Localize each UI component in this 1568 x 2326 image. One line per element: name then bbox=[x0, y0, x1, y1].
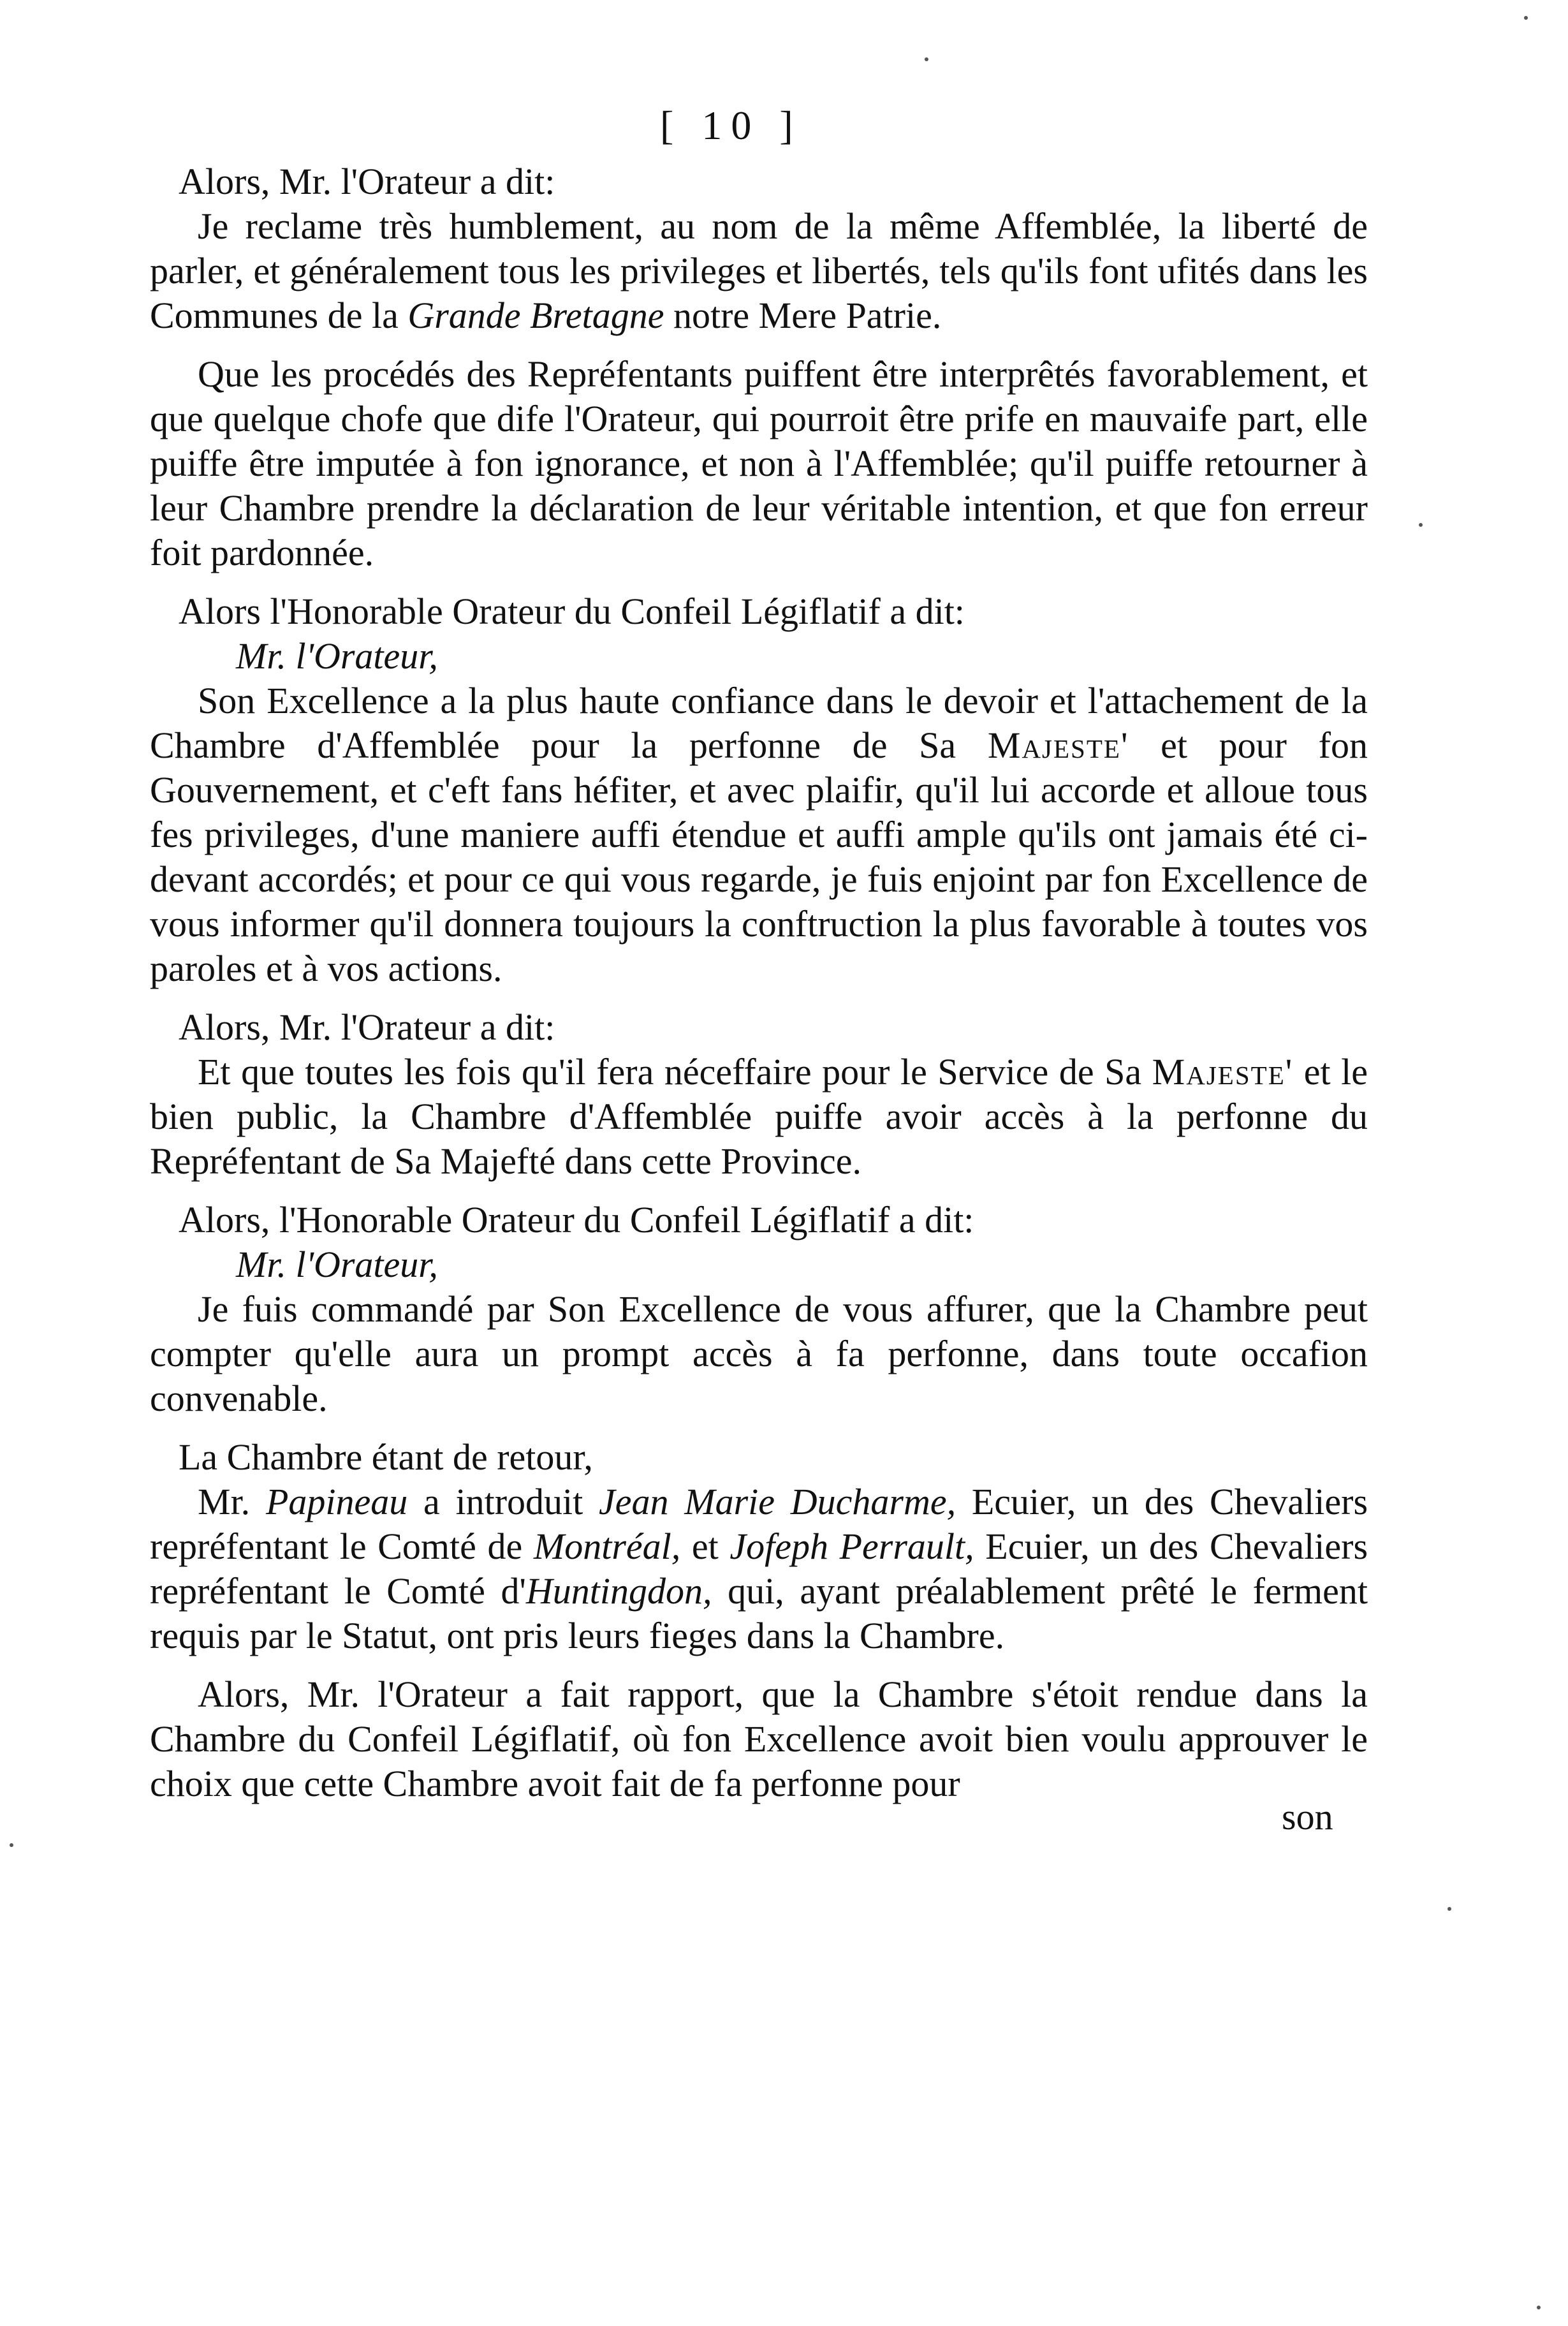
salutation-2: Mr. l'Orateur, bbox=[236, 1244, 438, 1285]
scan-speck bbox=[1419, 523, 1423, 527]
paragraph-alors-3: Alors, Mr. l'Orateur a dit: bbox=[179, 1006, 555, 1048]
paragraph-alors-4: Alors, l'Honorable Orateur du Confeil Légiflatif a dit: bbox=[179, 1199, 974, 1240]
paragraph-procedes: Que les procédés des Repréfentants puiffent être interprêtés favorablement, et que quelque chofe que dife l'Orateur, qui pourroit être prife en mauvaife part, elle puiffe être imputée à fon ignorance, et non à l'Affemblée; qu'il puiffe retourner à leur Chambre prendre la déclaration de leur véritable intention, et que fon erreur foit pardonnée. bbox=[150, 353, 1368, 573]
paragraph-introduit: Mr. Papineau a introduit Jean Marie Ducharme, Ecuier, un des Chevaliers repréfentant le Comté de Montréal, et Jofeph Perrault, Ecuier, un des Chevaliers repréfentant le Comté d'Huntingdon, qui, ayant préalablement prêté le ferment requis par le Statut, ont pris leurs fieges dans la Chambre. bbox=[150, 1481, 1368, 1656]
page-number: [ 10 ] bbox=[660, 103, 802, 148]
paragraph-commande: Je fuis commandé par Son Excellence de vous affurer, que la Chambre peut compter qu'elle aura un prompt accès à fa perfonne, dans toute occafion convenable. bbox=[150, 1288, 1368, 1419]
scan-speck bbox=[10, 1843, 13, 1847]
body-text bbox=[150, 159, 1368, 1806]
scan-speck bbox=[1447, 1907, 1451, 1911]
scan-speck bbox=[1524, 16, 1528, 20]
paragraph-alors-2: Alors l'Honorable Orateur du Confeil Légiflatif a dit: bbox=[179, 591, 965, 632]
paragraph-toutes-les-fois: Et que toutes les fois qu'il fera néceffaire pour le Service de Sa Majeste' et le bien public, la Chambre d'Affemblée puiffe avoir accès à la perfonne du Repréfentant de Sa Majefté dans cette Province. bbox=[150, 1051, 1368, 1182]
paragraph-rapport: Alors, Mr. l'Orateur a fait rapport, que la Chambre s'étoit rendue dans la Chambre du Confeil Légiflatif, où fon Excellence avoit bien voulu approuver le choix que cette Chambre avoit fait de fa perfonne pour bbox=[150, 1674, 1368, 1804]
place-name-grande-bretagne: Grande Bretagne bbox=[407, 295, 664, 336]
paragraph-excellence: Son Excellence a la plus haute confiance dans le devoir et l'attachement de la Chambre d'Affemblée pour la perfonne de Sa Majeste' et pour fon Gouvernement, et c'eft fans héfiter, et avec plaifir, qu'il lui accorde et alloue tous fes privileges, d'une maniere auffi étendue et auffi ample qu'ils ont jamais été ci-devant accordés; et pour ce qui vous regarde, je fuis enjoint par fon Excellence de vous informer qu'il donnera toujours la conftruction la plus favorable à toutes vos paroles et à vos actions. bbox=[150, 680, 1368, 989]
paragraph-alors-1: Alors, Mr. l'Orateur a dit: bbox=[179, 161, 555, 202]
scan-speck bbox=[1537, 2306, 1541, 2309]
salutation-1: Mr. l'Orateur, bbox=[236, 635, 438, 677]
scan-speck bbox=[925, 57, 928, 61]
paragraph-retour: La Chambre étant de retour, bbox=[179, 1436, 593, 1478]
paragraph-reclame: Je reclame très humblement, au nom de la même Affemblée, la liberté de parler, et généralement tous les privileges et libertés, tels qu'ils font ufités dans les Communes de la Grande Bretagne notre Mere Patrie. bbox=[150, 205, 1368, 336]
catchword: son bbox=[1282, 1796, 1333, 1837]
